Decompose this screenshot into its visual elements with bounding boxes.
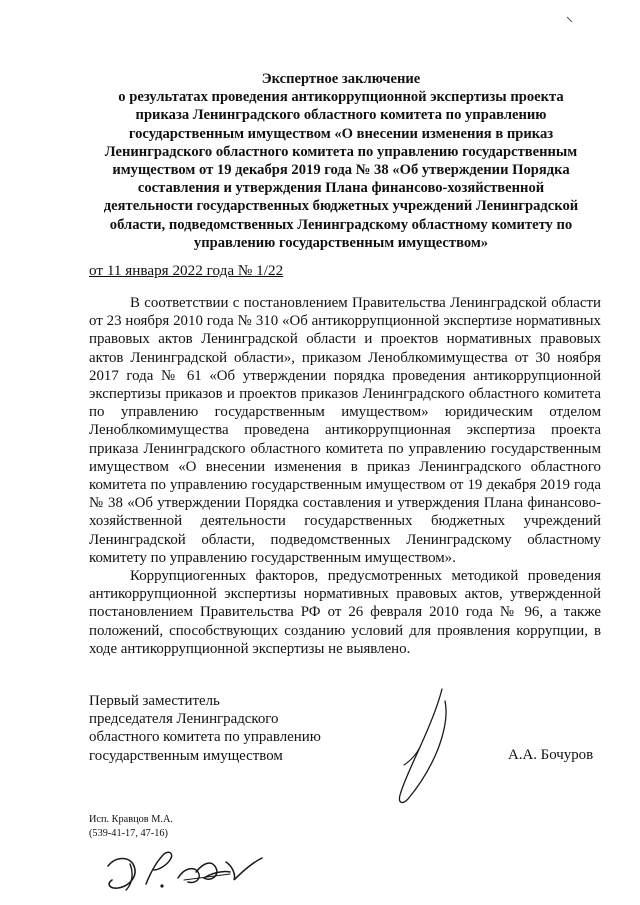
body-paragraph: В соответствии с постановлением Правительства Ленинградской области от 23 ноября 2010 года № 310 «Об антикоррупционной экспертизе нормативных правовых актов Ленинградской области и проектов нормативных правовых актов Ленинградской области», приказом Леноблкомимущества от 30 ноября 2017 года № 61 «Об утверждении порядка проведения антикоррупционной экспертизы приказов и проектов приказов Ленинградского областного комитета по управлению государственным имуществом» юридическим отделом Леноблкомимущества проведена антикоррупционная экспертиза проекта приказа Ленинградского областного комитета по управлению государственным имуществом «О внесении изменения в приказ Ленинградского областного комитета по управлению государственным имуществом от 19 декабря 2019 года № 38 «Об утверждении Порядка составления и утверждения Плана финансово-хозяйственной деятельности государственных бюджетных учреждений Ленинградской области, подведомственных Ленинградскому областному комитету по управлению государственным имуществом». [89,295,601,566]
executor-phone: (539-41-17, 47-16) [89,827,168,839]
title-line: приказа Ленинградского областного комитета по управлению [135,107,547,124]
executor-name: Исп. Кравцов М.А. [89,814,173,825]
corner-tick-mark [566,16,574,24]
handwritten-initials [100,844,270,894]
title-line: Экспертное заключение [261,71,421,87]
signer-position-line: областного комитета по управлению [89,729,321,746]
title-line: Ленинградского областного комитета по управлению государственным [104,143,578,160]
title-line: составления и утверждения Плана финансово-хозяйственной [137,180,545,197]
title-line: управлению государственным имуществом» [193,234,489,251]
signer-position-line: Первый заместитель [89,693,220,709]
title-line: имуществом от 19 декабря 2019 года № 38 «Об утверждении Порядка [112,162,570,179]
signer-position [89,692,321,765]
title-line: деятельности государственных бюджетных учреждений Ленинградской [103,198,579,215]
body-paragraph: Коррупциогенных факторов, предусмотренных методикой проведения антикоррупционной экспертизы нормативных правовых актов, утвержденной постановлением Правительства РФ от 26 февраля 2010 года № 96, а также положений, способствующих созданию условий для проявления коррупции, в ходе антикоррупционной экспертизы не выявлено. [89,568,601,657]
signer-position-line: председателя Ленинградского [89,711,279,728]
signer-position-line: государственным имуществом [89,747,283,764]
document-title [78,70,604,252]
title-line: о результатах проведения антикоррупционной экспертизы проекта [118,89,564,106]
handwritten-signature [390,685,470,815]
document-body [89,294,601,658]
executor-info [89,813,173,840]
title-line: области, подведомственных Ленинградскому областному комитету по [109,216,573,233]
signer-name: А.А. Бочуров [508,747,594,763]
document-date-number: от 11 января 2022 года № 1/22 [89,262,284,279]
title-line: государственным имуществом «О внесении изменения в приказ [128,125,554,142]
